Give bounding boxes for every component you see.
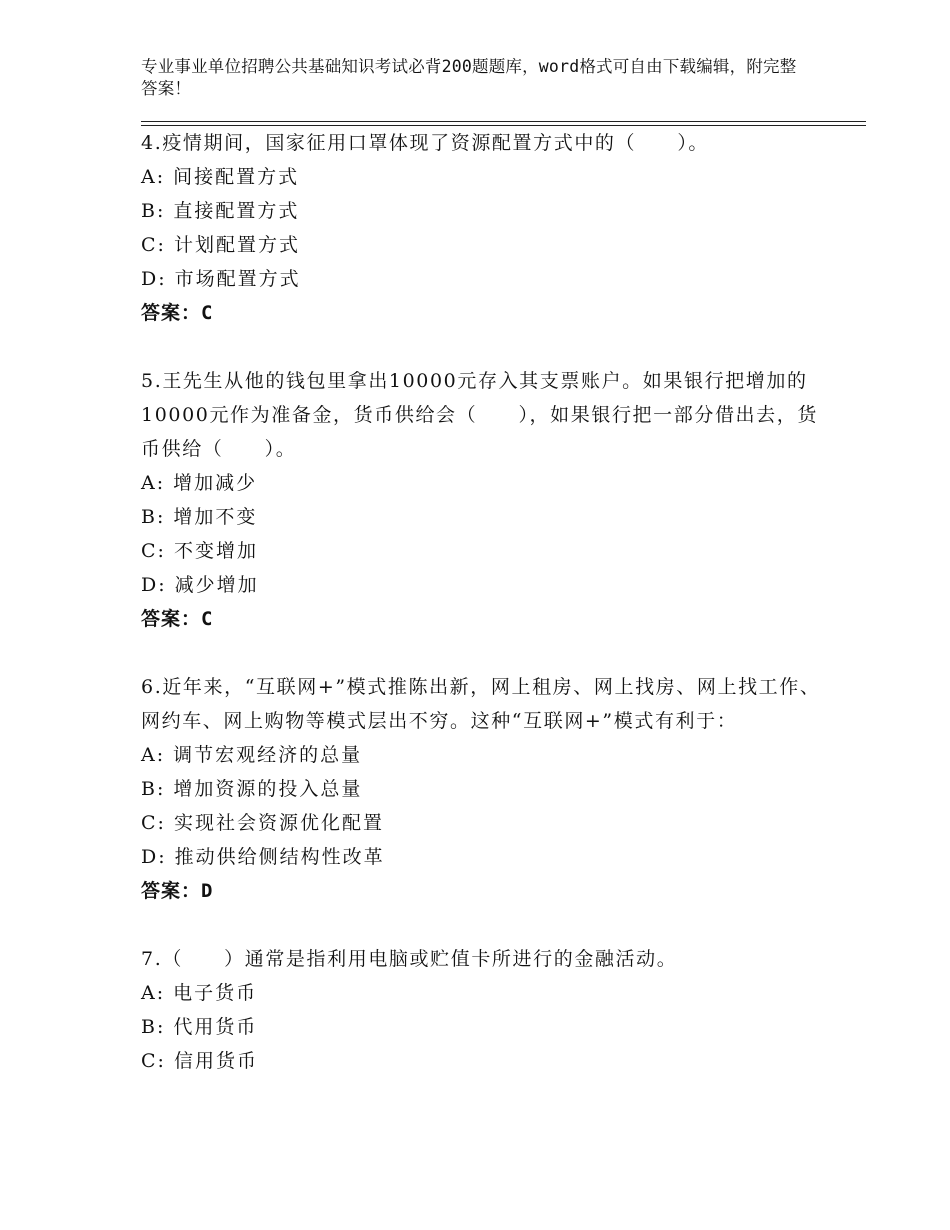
option-c: C: 计划配置方式 [141, 234, 300, 256]
answer-value: C [201, 608, 214, 630]
option-a: A: 增加减少 [141, 472, 258, 494]
question-5 [141, 364, 821, 636]
option-b: B: 增加不变 [141, 506, 258, 528]
answer-label: 答案： [141, 302, 202, 324]
option-c: C: 实现社会资源优化配置 [141, 812, 384, 834]
answer-value: C [201, 302, 214, 324]
document-header: 专业事业单位招聘公共基础知识考试必背200题题库，word格式可自由下载编辑，附完整答案！ [141, 57, 797, 98]
option-d: D: 减少增加 [141, 574, 259, 596]
question-6 [141, 670, 821, 908]
question-4 [141, 126, 821, 330]
question-stem: 5.王先生从他的钱包里拿出10000元存入其支票账户。如果银行把增加的10000元作为准备金，货币供给会（ ），如果银行把一部分借出去，货币供给（ ）。 [141, 370, 818, 460]
question-7 [141, 942, 821, 1078]
question-stem: 4.疫情期间，国家征用口罩体现了资源配置方式中的（ ）。 [141, 132, 710, 154]
answer-label: 答案： [141, 880, 202, 902]
option-a: A: 间接配置方式 [141, 166, 300, 188]
answer-label: 答案： [141, 608, 202, 630]
option-b: B: 增加资源的投入总量 [141, 778, 363, 800]
answer-line [141, 296, 821, 330]
header-rule-top [141, 121, 866, 122]
option-a: A: 电子货币 [141, 982, 258, 1004]
question-stem: 7.（ ）通常是指利用电脑或贮值卡所进行的金融活动。 [141, 948, 678, 970]
option-c: C: 不变增加 [141, 540, 258, 562]
option-b: B: 直接配置方式 [141, 200, 300, 222]
question-list [141, 124, 821, 1078]
question-stem: 6.近年来，“互联网+”模式推陈出新，网上租房、网上找房、网上找工作、网约车、网上购物等模式层出不穷。这种“互联网+”模式有利于： [141, 676, 821, 732]
answer-value: D [201, 880, 214, 902]
option-a: A: 调节宏观经济的总量 [141, 744, 363, 766]
option-d: D: 市场配置方式 [141, 268, 301, 290]
answer-line [141, 602, 821, 636]
option-b: B: 代用货币 [141, 1016, 258, 1038]
answer-line [141, 874, 821, 908]
option-c: C: 信用货币 [141, 1050, 258, 1072]
option-d: D: 推动供给侧结构性改革 [141, 846, 385, 868]
